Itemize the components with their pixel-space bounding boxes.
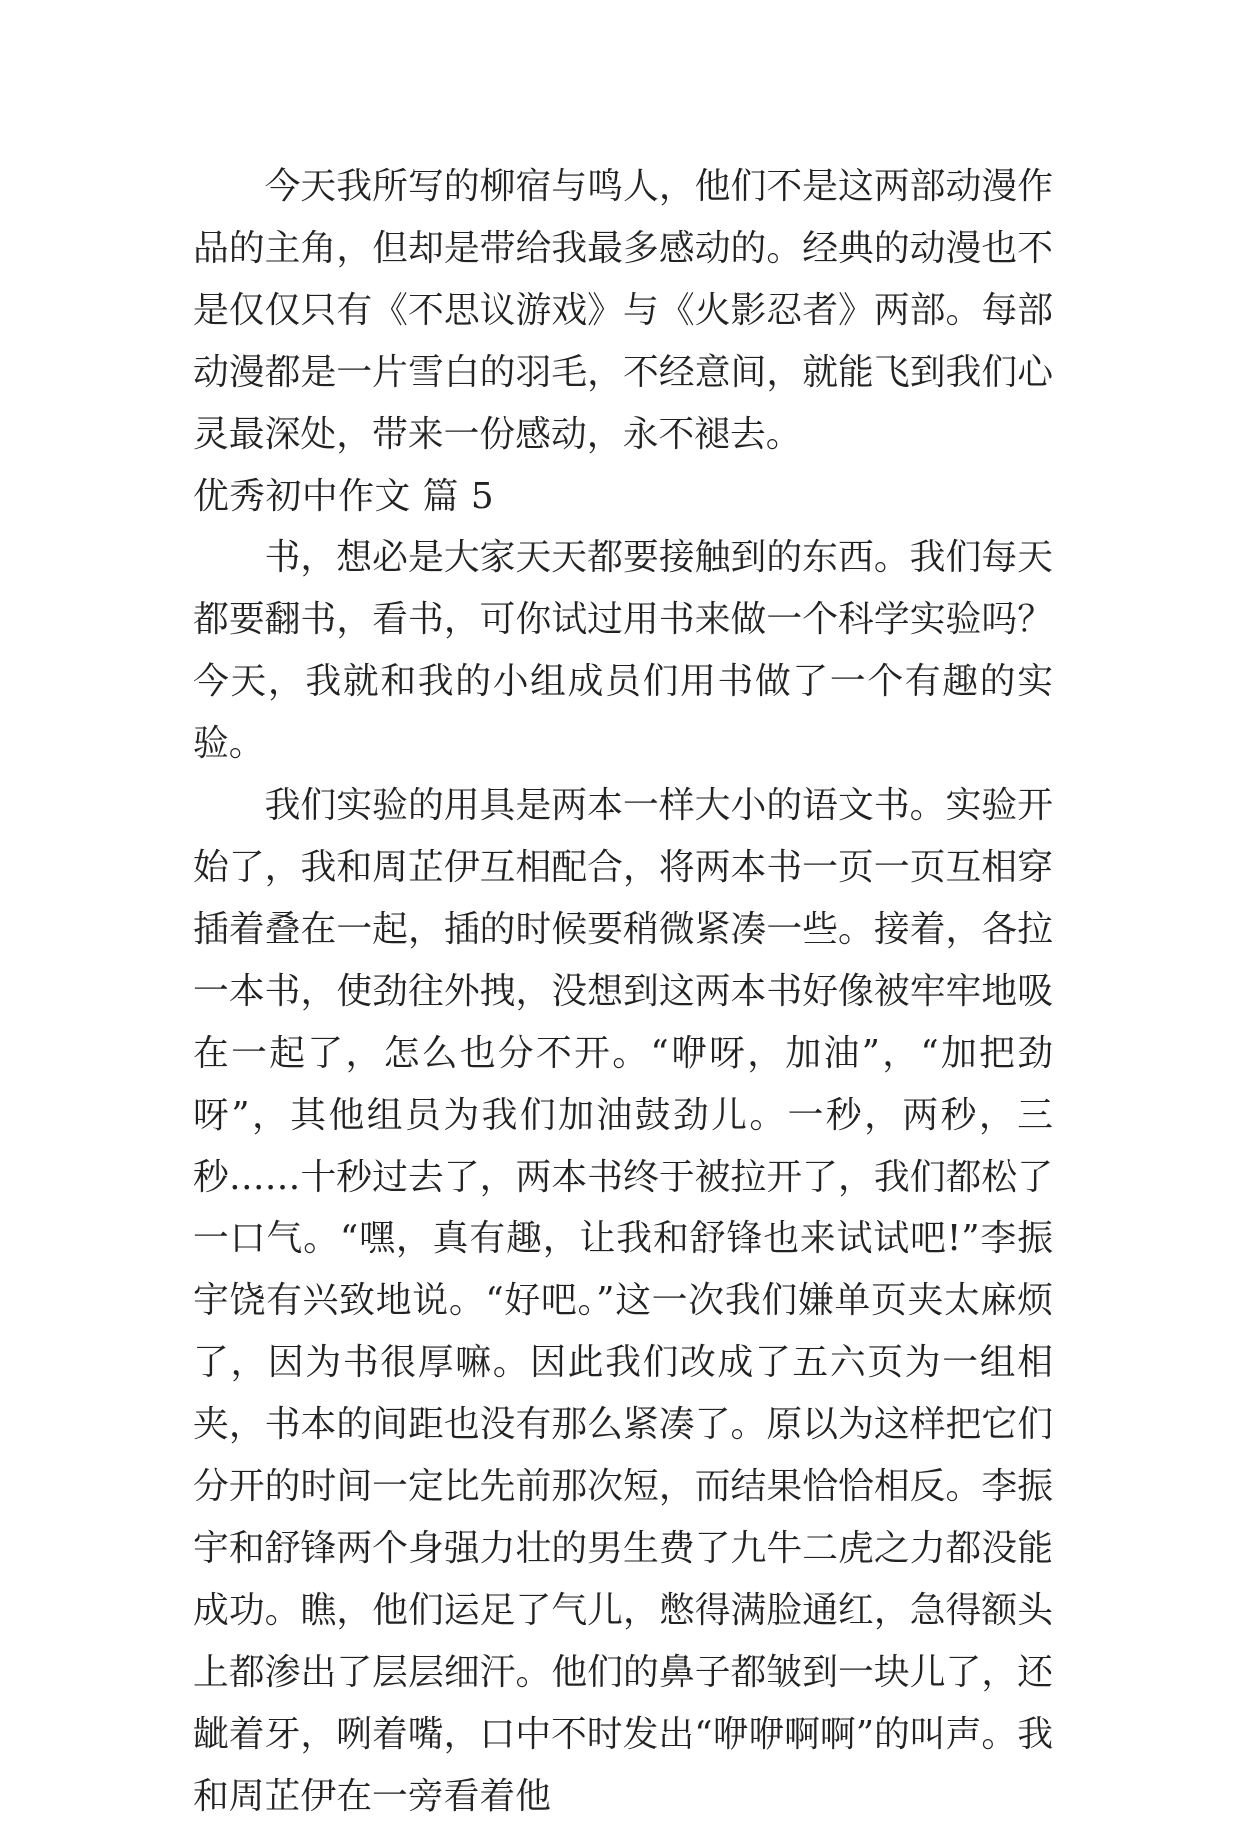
section-heading: 优秀初中作文 篇 5	[193, 475, 495, 517]
document-body	[193, 156, 1053, 1827]
paragraph-liusu-naruto: 今天我所写的柳宿与鸣人，他们不是这两部动漫作品的主角，但却是带给我最多感动的。经典的动漫也不是仅仅只有《不思议游戏》与《火影忍者》两部。每部动漫都是一片雪白的羽毛，不经意间，就能飞到我们心灵最深处，带来一份感动，永不褪去。	[193, 166, 1053, 455]
paragraph-book-intro: 书，想必是大家天天都要接触到的东西。我们每天都要翻书，看书，可你试过用书来做一个科学实验吗？今天，我就和我的小组成员们用书做了一个有趣的实验。	[193, 537, 1053, 765]
paragraph-book-experiment: 我们实验的用具是两本一样大小的语文书。实验开始了，我和周芷伊互相配合，将两本书一页一页互相穿插着叠在一起，插的时候要稍微紧凑一些。接着，各拉一本书，使劲往外拽，没想到这两本书好像被牢牢地吸在一起了，怎么也分不开。“咿呀，加油”，“加把劲呀”，其他组员为我们加油鼓劲儿。一秒，两秒，三秒……十秒过去了，两本书终于被拉开了，我们都松了一口气。“嘿，真有趣，让我和舒锋也来试试吧!”李振宇饶有兴致地说。“好吧。”这一次我们嫌单页夹太麻烦了，因为书很厚嘛。因此我们改成了五六页为一组相夹，书本的间距也没有那么紧凑了。原以为这样把它们分开的时间一定比先前那次短，而结果恰恰相反。李振宇和舒锋两个身强力壮的男生费了九牛二虎之力都没能成功。瞧，他们运足了气儿，憋得满脸通红，急得额头上都渗出了层层细汗。他们的鼻子都皱到一块儿了，还龇着牙，咧着嘴，口中不时发出“咿咿啊啊”的叫声。我和周芷伊在一旁看着他	[193, 785, 1053, 1817]
